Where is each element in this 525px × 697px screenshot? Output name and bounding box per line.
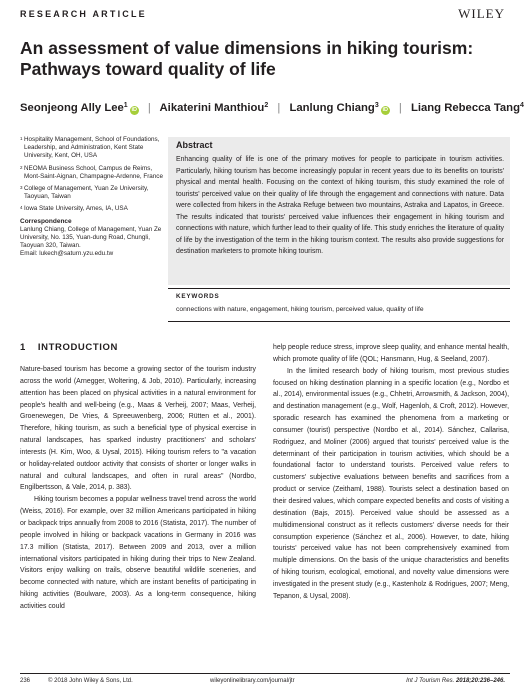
affiliation <box>20 165 165 181</box>
footer-rule <box>20 673 510 674</box>
affiliation-sup: 1 <box>20 136 23 141</box>
journal-name: Int J Tourism Res. <box>406 678 455 684</box>
article-title: An assessment of value dimensions in hiking tourism: Pathways toward quality of life <box>20 38 474 79</box>
journal-url[interactable]: wileyonlinelibrary.com/journal/jtr <box>210 678 295 684</box>
author-affil-sup: 1 <box>123 102 128 109</box>
keywords-text: connections with nature, engagement, hiking tourism, perceived value, quality of life <box>176 306 424 313</box>
paragraph: Nature-based tourism has become a growing sector of the tourism industry across the world (Arnegger, Woltering, & Job, 2010). Particularly, increasing attention has been placed on physical activities in a natural environment for people's health and well-being (e.g., Maas & Verheij, 2007; Maas, Verheij, Groenewegen, De Vries, & Spreeuwenberg, 2006; Rütten et al., 2001). Therefore, hiking tourism, as such a beneficial type of physical exercise in natural landscapes, has sparked industry practitioners' and scholars' interests (H. Kim, Woo, & Uysal, 2015). Hiking tourism refers to "a vacation or holiday-related outdoor activity that consists of shorter or longer walks in natural and cultural landscapes, and often in rural areas" (Nordbo, Engilbertsson, & Vale, 2014, p. 383). <box>20 366 256 492</box>
author-separator: | <box>398 102 402 114</box>
footer-left <box>20 678 133 684</box>
affiliation-text: Iowa State University, Ames, IA, USA <box>24 205 128 213</box>
correspondence-label: Correspondence <box>20 217 72 225</box>
affiliation <box>20 136 165 161</box>
affiliation-sup: 3 <box>20 185 23 191</box>
copyright: © 2018 John Wiley & Sons, Ltd. <box>48 678 133 684</box>
article-type-label: RESEARCH ARTICLE <box>20 9 147 19</box>
publisher-logo[interactable]: WILEY <box>458 6 505 21</box>
journal-citation <box>406 678 505 684</box>
author-name[interactable]: Liang Rebecca Tang <box>410 102 520 114</box>
right-column <box>273 342 509 603</box>
abstract-heading: Abstract <box>176 140 213 150</box>
author-affil-sup: 4 <box>519 102 524 109</box>
left-column <box>20 364 256 613</box>
author-list <box>20 102 524 115</box>
author-name[interactable]: Seonjeong Ally Lee <box>20 102 124 114</box>
journal-volume: 2018;20:236–246. <box>455 678 505 684</box>
author-affil-sup: 3 <box>374 102 379 109</box>
correspondence-text: Lanlung Chiang, College of Management, Yuan Ze University, No. 135, Yuan-dung Road, Chungli, Taoyuan 320, Taiwan. <box>20 225 162 250</box>
affiliations-panel <box>20 136 165 259</box>
affiliation-sup: 4 <box>20 205 23 211</box>
affiliation-sup: 2 <box>20 164 23 170</box>
author-affil-sup: 2 <box>264 102 269 109</box>
orcid-icon[interactable]: iD <box>382 107 388 113</box>
keywords-top-rule <box>168 288 510 289</box>
paragraph: Hiking tourism becomes a popular wellness travel trend across the world (Weiss, 2016). For example, over 32 million Americans participated in hiking or backpack trips annually from 2008 to 2016 (Statista, 2017). The number of people involved in hiking or backpack vacations in Germany in 2016 was 17.3 million (Statista, 2017). Between 2009 and 2013, over a million international visitors participated in hiking during their trips to New Zealand. Visitors enjoy walking on trails, observe beautiful wildlife sceneries, and become connected with nature, which are instant benefits of participating in hiking activities (Boulware, 2003). As a long-term consequence, hiking activities could <box>20 496 256 610</box>
paragraph: help people reduce stress, improve sleep quality, and enhance mental health, which promote quality of life (QOL; Hansmann, Hug, & Seeland, 2007). <box>273 344 509 363</box>
correspondence-email[interactable]: Email: lukech@saturn.yzu.edu.tw <box>20 250 114 258</box>
section-heading <box>20 342 118 353</box>
affiliation <box>20 205 165 213</box>
keywords-heading: KEYWORDS <box>176 293 220 300</box>
author-name[interactable]: Aikaterini Manthiou <box>159 102 265 114</box>
paragraph: In the limited research body of hiking tourism, most previous studies focused on hiking destination planning in a specific location (e.g., Nordbo et al., 2014), environmental issues (e.g., Chhetri, Arrowsmith, & Jackson, 2004), and destination management (e.g., Wolf, Hagenloh, & Croft, 2012). However, sporadic research has examined the phenomena from a marketing or consumer (tourist) perspective (Nordbo et al., 2014). Sánchez, Callarisa, Rodriguez, and Moliner (2006) argued that tourists' perceived value is the determinant of their participation in tourism activities, which should be a foundational factor to understand tourists. Perceived value refers to customers' subjective evaluations between benefits and sacrifices from a product or service (Zeithaml, 1988). Tourists select a destination based on their desired values, which compare expected benefits and costs of visiting a destination (Bajs, 2015). Perceived value should be assessed as a multidimensional construct as it reflects customers' diverse needs for their consumption experience (Sánchez et al., 2006). However, to date, hiking tourists' perceived value has not been comprehensively examined from multiple dimensions. On the basis of the unique characteristics and benefits of hiking tourism, ecological, emotional, and novelty value dimensions were investigated in the present study (e.g., Kastenholz & Rodrigues, 2007; Meng, Tepanon, & Uysal, 2008). <box>273 367 509 600</box>
abstract-text: Enhancing quality of life is one of the primary motives for people to participate in tourism activities. Particularly, hiking tourism has become increasingly popular in recent years due to its benefits on tourists' physical and mental health. Focusing on the context of hiking tourism, this study examined the role of tourists' perceived value on their quality of life through the engagement and connections with nature. Data were collected from hikers in the Astraka Refuge between two mountains, Astraka and Lapatos, in Greece. The results indicated that tourists' perceived value influences their engagement in hiking tourism and connections with nature, which further lead to their quality of life. This study enriches the literature of quality of life by the investigation of the term in the hiking tourism context. The results also provide suggestions for destination marketers to promote hiking tourism. <box>176 156 504 255</box>
section-number: 1 <box>20 342 26 353</box>
affiliation <box>20 185 165 201</box>
keywords-bottom-rule <box>168 321 510 322</box>
author-name[interactable]: Lanlung Chiang <box>289 102 375 114</box>
author-separator: | <box>277 102 281 114</box>
affiliation-text: College of Management, Yuan Ze University, Taoyuan, Taiwan <box>24 185 149 201</box>
author-separator: | <box>147 102 151 114</box>
affiliation-text: NEOMA Business School, Campus de Reims, Mont-Saint-Aignan, Champagne-Ardenne, France <box>24 164 163 180</box>
page-number: 236 <box>20 678 31 684</box>
orcid-icon[interactable]: iD <box>131 107 137 113</box>
affiliation-text: Hospitality Management, School of Foundations, Leadership, and Administration, Kent State University, Kent, OH, USA <box>24 136 160 160</box>
section-title: INTRODUCTION <box>37 342 118 353</box>
